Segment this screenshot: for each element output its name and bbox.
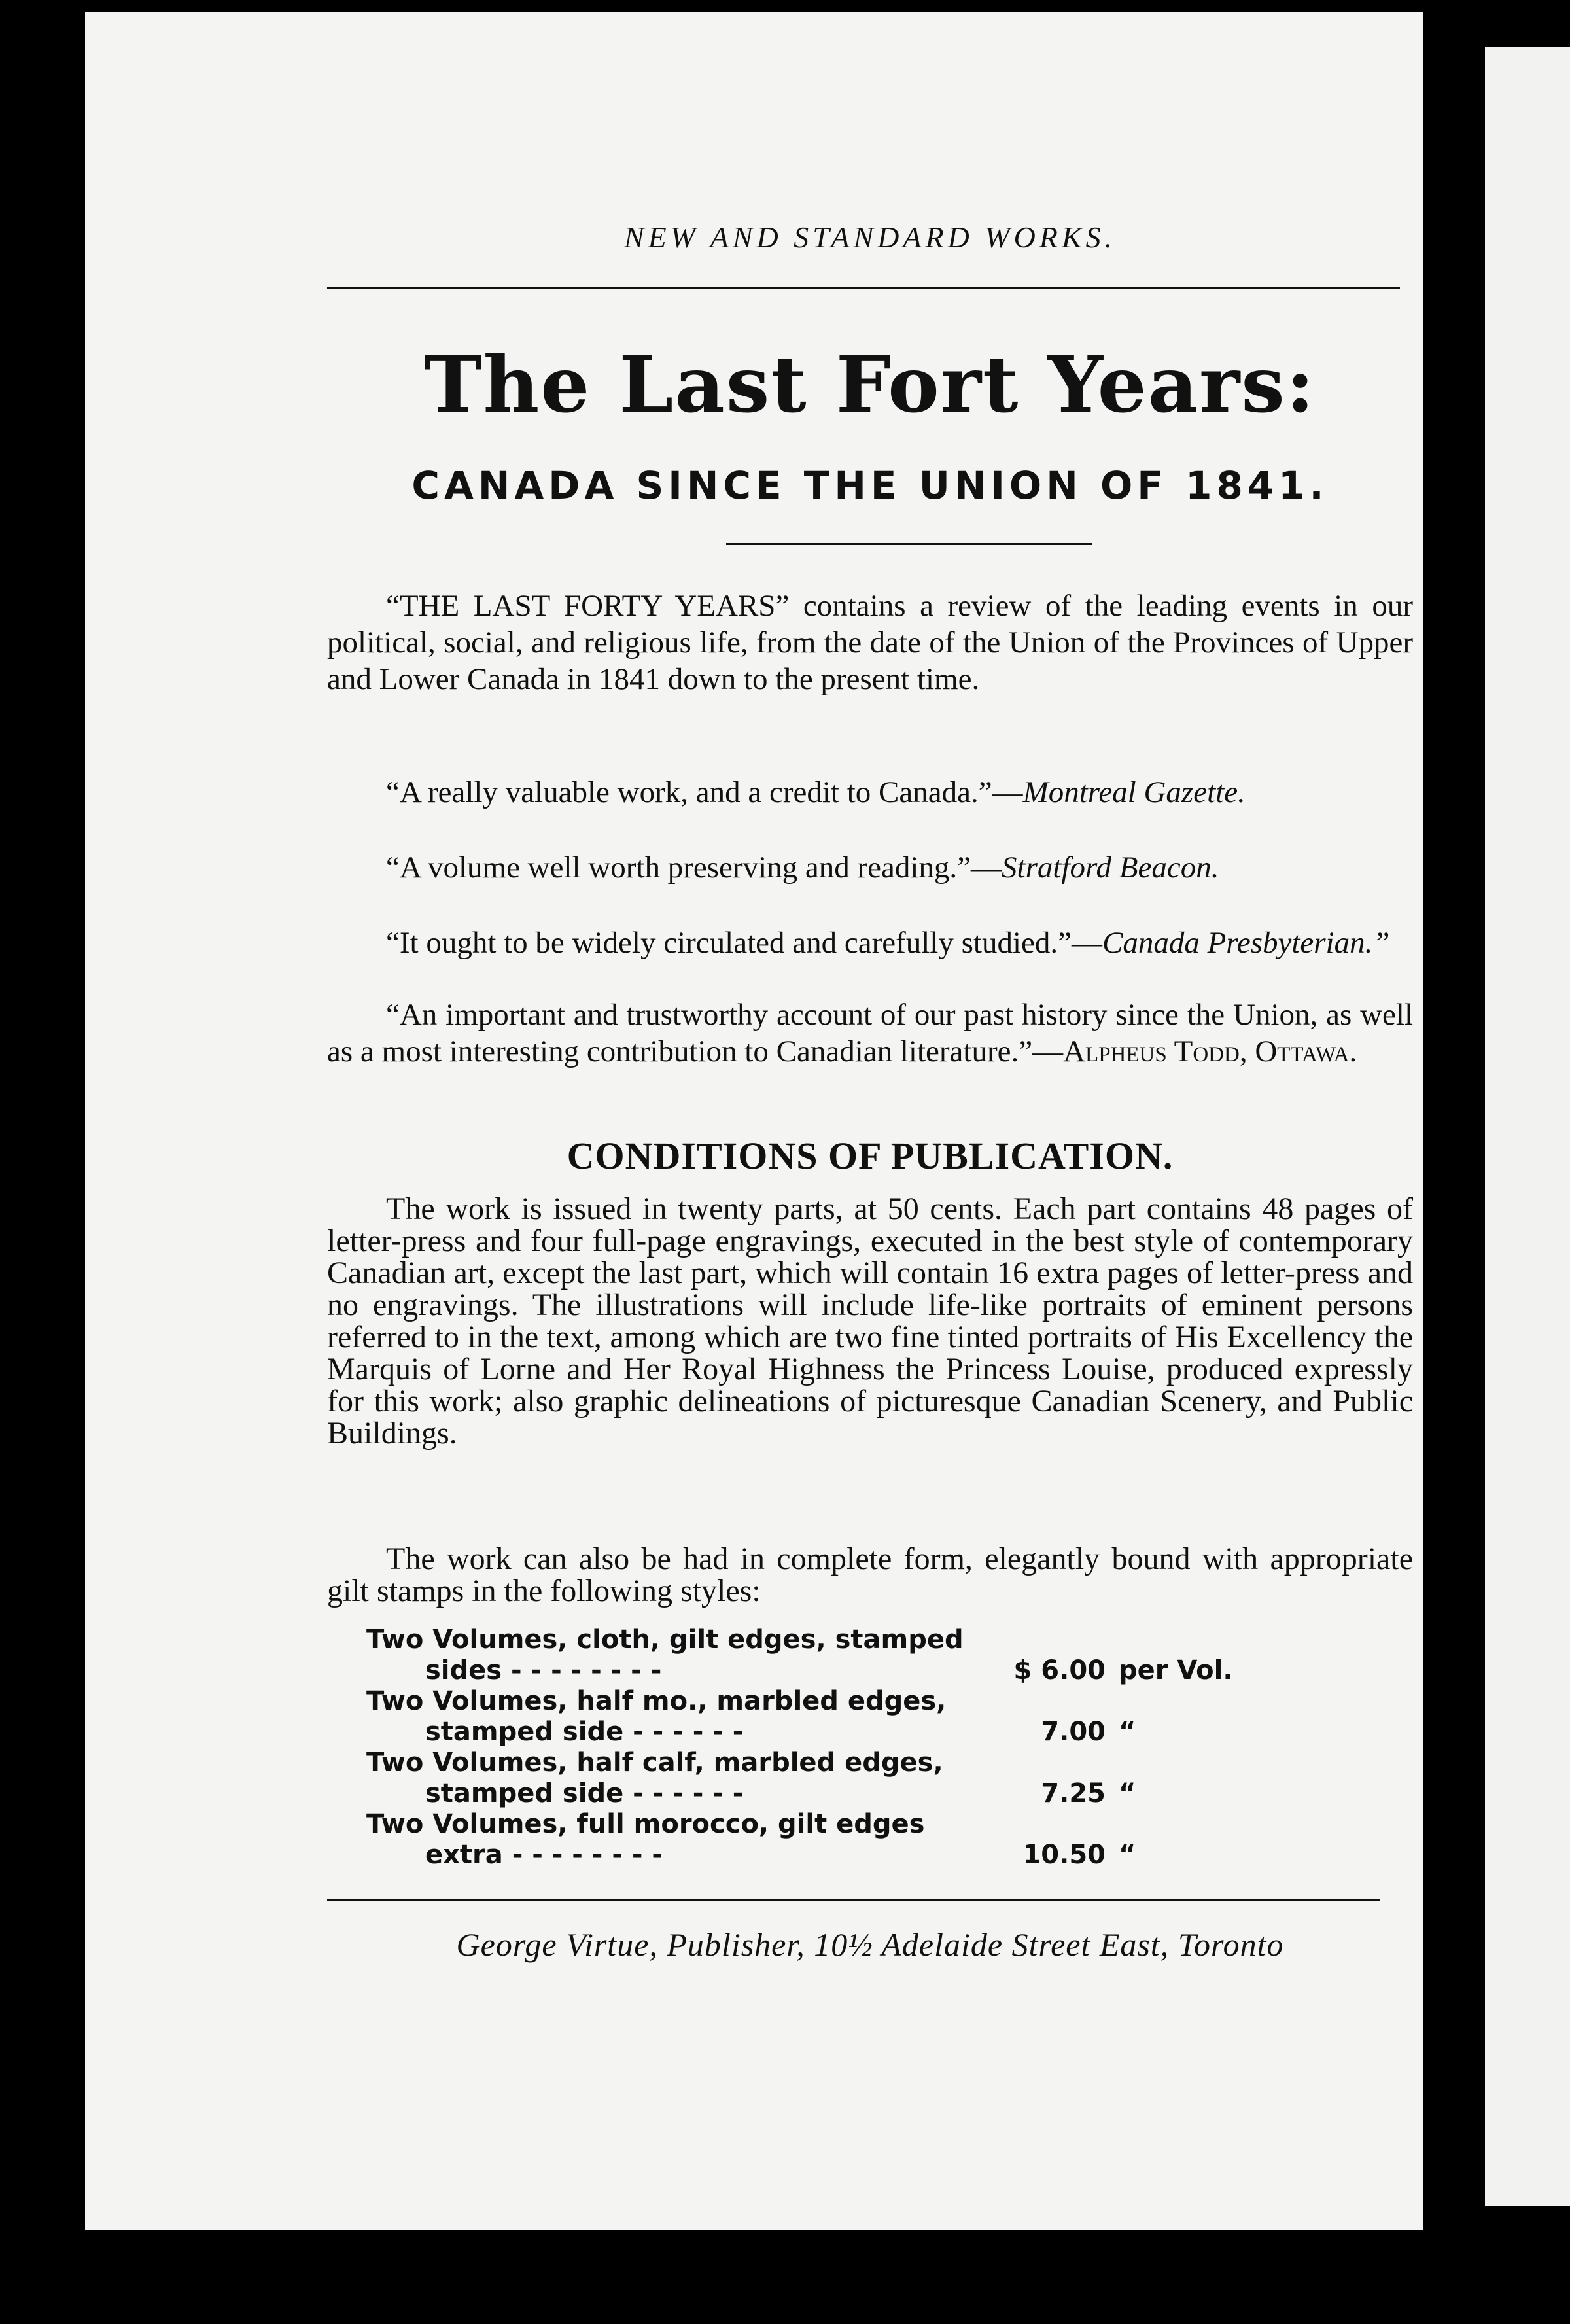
binding-price: 7.00	[1041, 1717, 1106, 1747]
quote-source: Stratford Beacon.	[1002, 851, 1219, 885]
binding-unit: “	[1119, 1717, 1136, 1747]
quote-source: Alpheus Todd, Ottawa.	[1063, 1034, 1357, 1068]
quote-1	[327, 774, 1413, 811]
binding-unit: “	[1119, 1840, 1136, 1870]
title-rule	[726, 543, 1092, 545]
table-row	[366, 1809, 1249, 1871]
binding-unit: “	[1119, 1778, 1136, 1808]
binding-price: $ 6.00	[1013, 1655, 1106, 1685]
binding-price: 10.50	[1022, 1840, 1106, 1870]
quote-source: Canada Presbyterian.”	[1102, 926, 1390, 960]
quote-3	[327, 924, 1413, 961]
binding-description: Two Volumes, full morocco, gilt edges extra - - - - - - - -	[366, 1809, 925, 1870]
footer-rule	[327, 1899, 1380, 1901]
book-title: The Last Fort Years:	[424, 339, 1316, 430]
quote-text: “It ought to be widely circulated and carefully studied.”—	[386, 926, 1102, 960]
table-row	[366, 1748, 1249, 1809]
table-row	[366, 1625, 1249, 1686]
binding-description: Two Volumes, half mo., marbled edges, stamped side - - - - - -	[366, 1686, 947, 1747]
book-subtitle: CANADA SINCE THE UNION OF 1841.	[411, 463, 1329, 508]
binding-description: Two Volumes, half calf, marbled edges, stamped side - - - - - -	[366, 1748, 943, 1808]
publisher-imprint: George Virtue, Publisher, 10½ Adelaide Street East, Toronto	[456, 1926, 1284, 1963]
binding-paragraph: The work can also be had in complete form, elegantly bound with appropriate gilt stamps in the following styles:	[327, 1541, 1413, 1608]
quote-text: “A really valuable work, and a credit to Canada.”—	[386, 775, 1023, 809]
quote-2	[327, 849, 1413, 886]
table-row	[366, 1686, 1249, 1748]
book-page	[85, 12, 1423, 2230]
quote-text: “A volume well worth preserving and reading.”—	[386, 851, 1002, 885]
running-head: NEW AND STANDARD WORKS.	[623, 220, 1117, 254]
intro-paragraph: “THE LAST FORTY YEARS” contains a review of the leading events in our political, social, and religious life, from the date of the Union of the Provinces of Upper and Lower Canada in 1841 down to the present time.	[327, 589, 1413, 696]
header-rule	[327, 287, 1400, 289]
conditions-paragraph: The work is issued in twenty parts, at 50 cents. Each part contains 48 pages of letter-press and four full-page engravings, executed in the best style of contemporary Canadian art, except the last part, which will contain 16 extra pages of letter-press and no engravings. The illustrations will include life-like portraits of eminent persons referred to in the text, among which are two fine tinted portraits of His Excellency the Marquis of Lorne and Her Royal Highness the Princess Louise, produced expressly for this work; also graphic delineations of picturesque Canadian Scenery, and Public Buildings.	[327, 1191, 1413, 1451]
conditions-heading: CONDITIONS OF PUBLICATION.	[567, 1135, 1174, 1177]
quote-text: “An important and trustworthy account of our past history since the Union, as well as a most interesting contribution to Canadian literature.”—	[327, 998, 1413, 1068]
quote-4	[327, 996, 1413, 1070]
binding-price: 7.25	[1041, 1778, 1106, 1808]
binding-unit: per Vol.	[1119, 1655, 1233, 1685]
binding-price-table	[366, 1625, 1249, 1871]
binding-description: Two Volumes, cloth, gilt edges, stamped sides - - - - - - - -	[366, 1625, 964, 1685]
quote-source: Montreal Gazette.	[1022, 775, 1246, 809]
facing-page-edge	[1485, 47, 1570, 2206]
